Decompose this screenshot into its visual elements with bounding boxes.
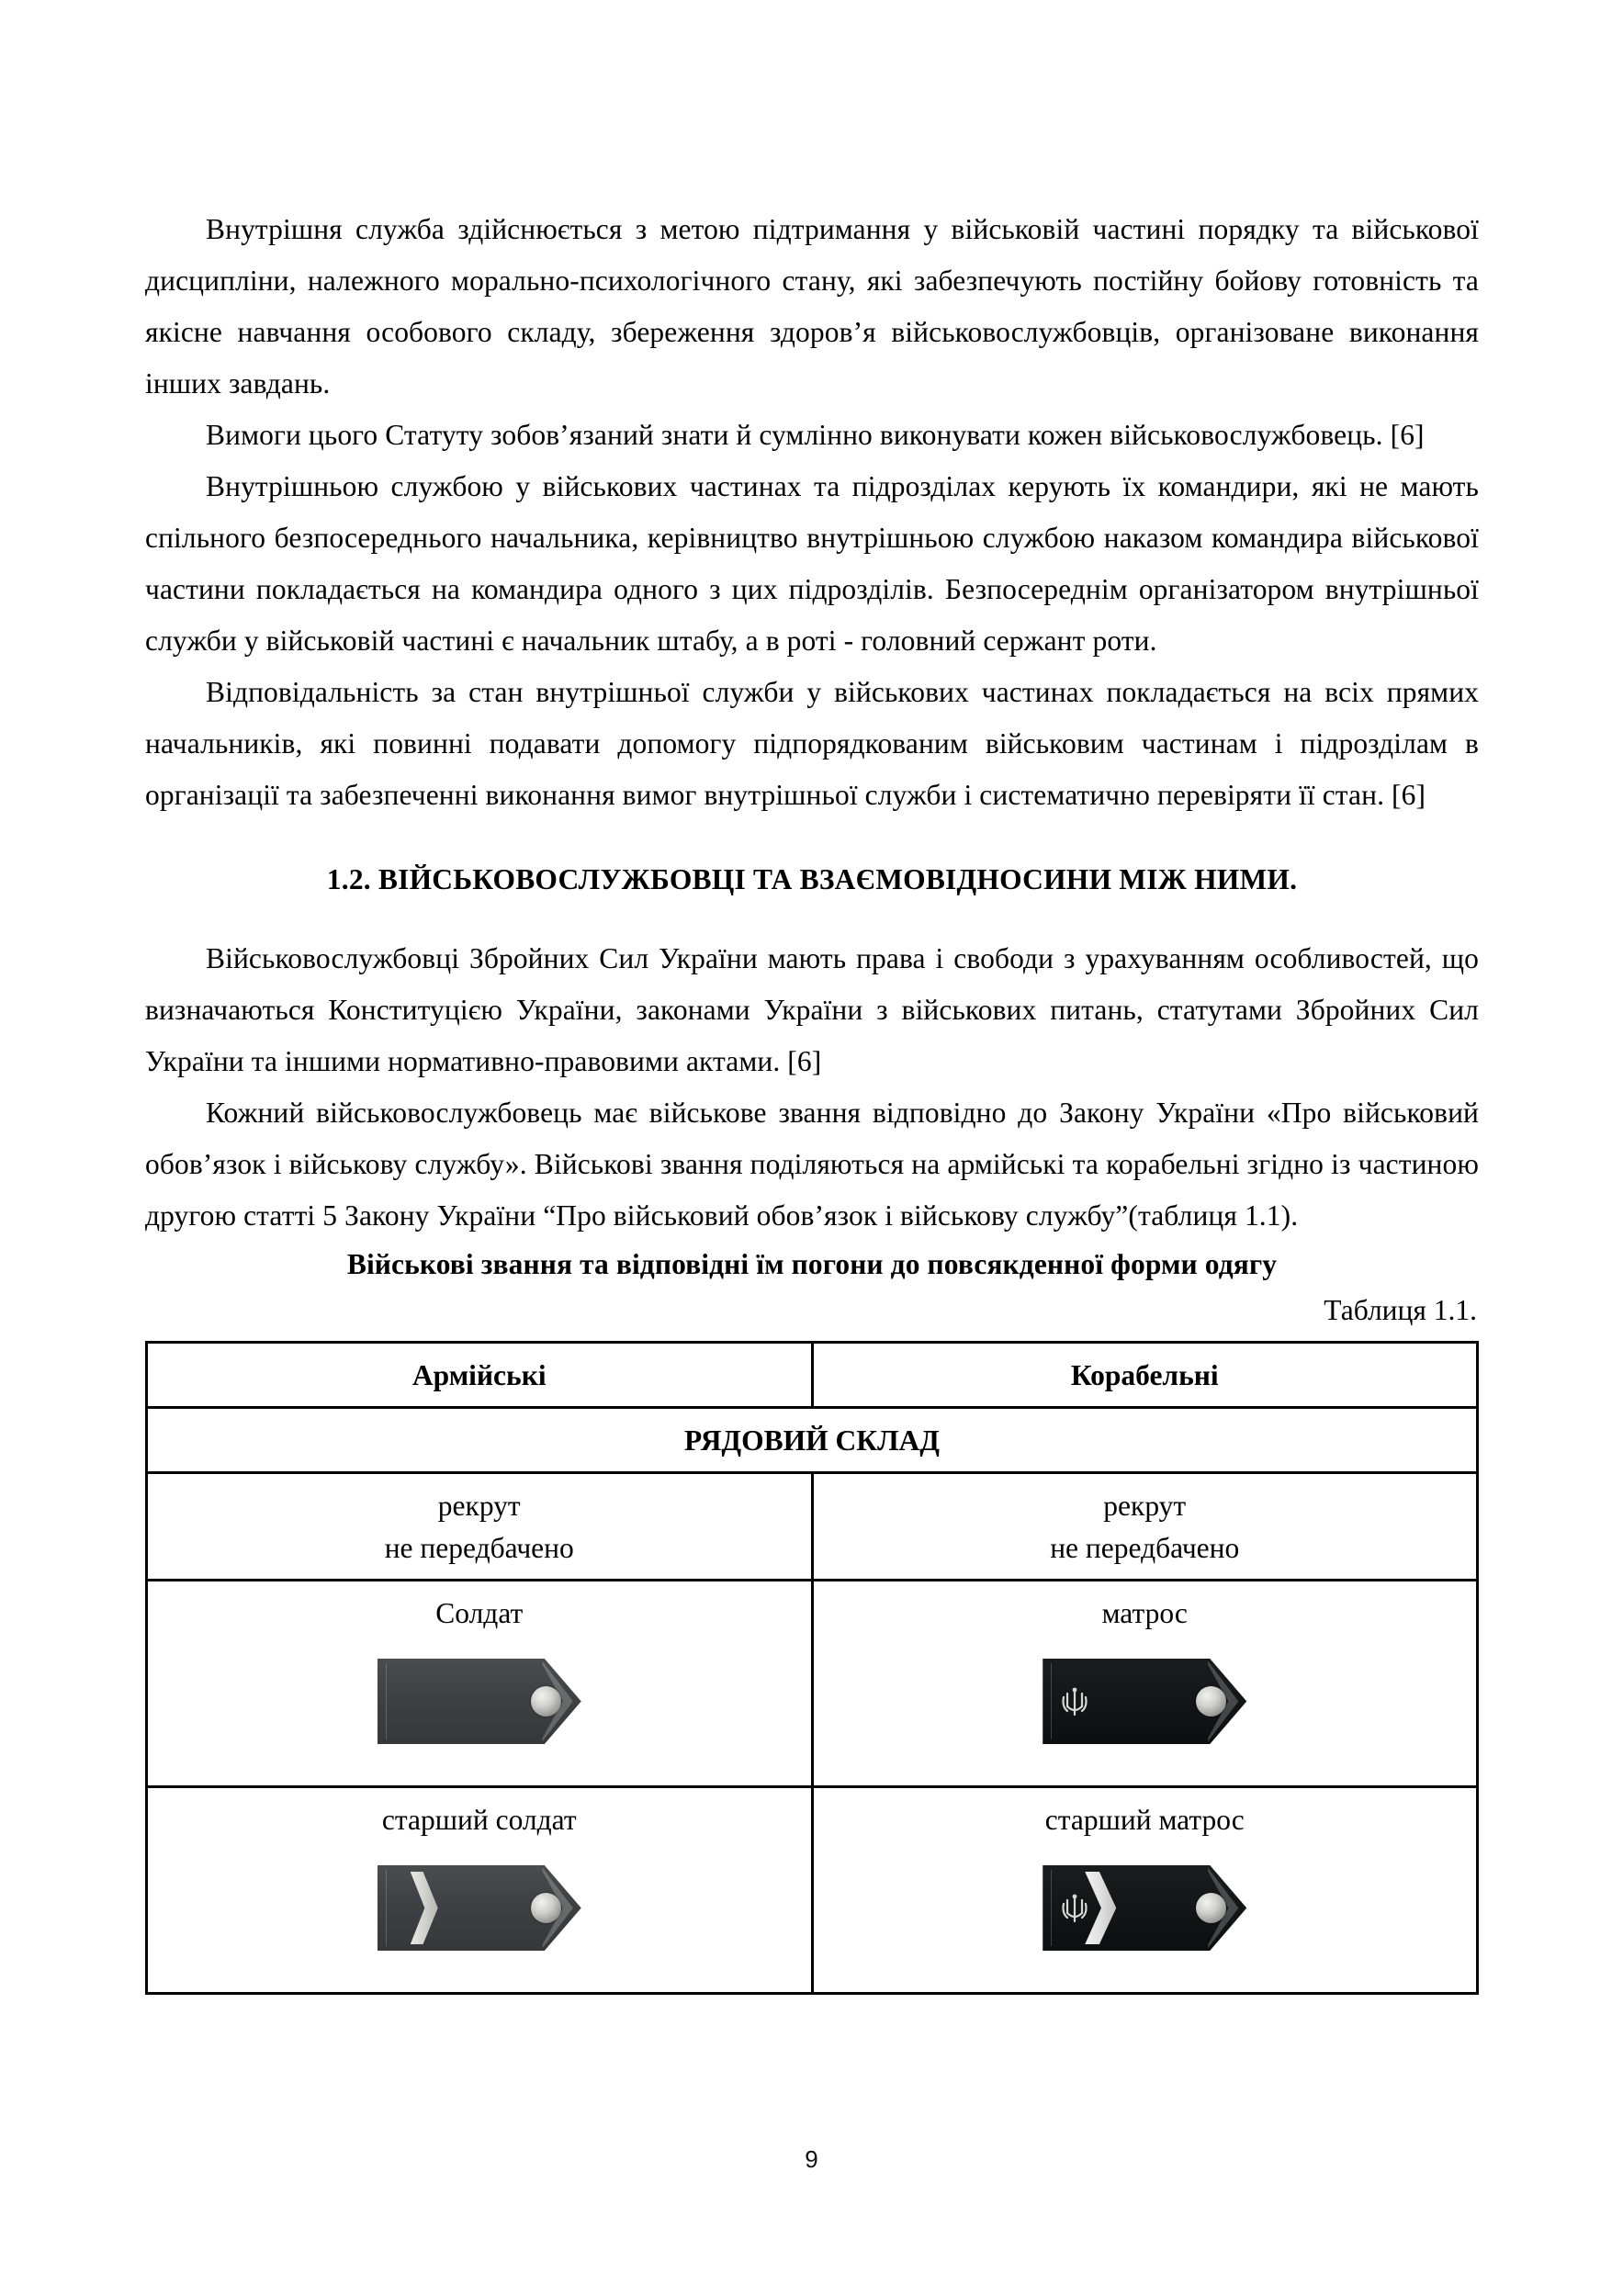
rank-label: рекрут <box>1103 1490 1187 1522</box>
rank-label: Солдат <box>435 1597 524 1629</box>
epaulette-plain-gray-icon <box>153 1659 806 1744</box>
group-header-enlisted: РЯДОВИЙ СКЛАД <box>147 1408 1478 1473</box>
epaulette-black-trident-chevron-icon <box>819 1865 1471 1951</box>
rank-label: рекрут <box>437 1490 521 1522</box>
rank-note: не передбачено <box>1050 1532 1240 1564</box>
paragraph-2: Вимоги цього Статуту зобов’язаний знати й сумлінно виконувати кожен військовослужбовець. [6] <box>206 419 1425 451</box>
table-caption: Військові звання та відповідні їм погони до повсякденної форми одягу <box>346 1248 1278 1280</box>
column-header-navy: Корабельні <box>812 1343 1478 1408</box>
paragraph-6: Кожний військовослужбовець має військове звання відповідно до Закону України «Про військовий обов’язок і військову службу». Військові звання поділяються на армійські та корабельні згідно із частиною другою статті 5 Закону України “Про військовий обов’язок і військову службу”(таблиця 1.1). <box>145 1097 1479 1232</box>
paragraph-1: Внутрішня служба здійснюється з метою підтримання у військовій частині порядку та військової дисципліни, належного морально-психологічного стану, які забезпечують постійну бойову готовність та якісне навчання особового складу, збереження здоров’я військовослужбовців, організоване виконання інших завдань. <box>145 213 1479 400</box>
table-row <box>147 1581 1478 1787</box>
page-content <box>145 204 1479 1995</box>
cell-army-senior-soldier <box>147 1787 813 1994</box>
rank-label: старший солдат <box>381 1804 577 1836</box>
military-ranks-table <box>145 1341 1479 1995</box>
epaulette-black-trident-icon <box>819 1659 1471 1744</box>
cell-navy-recruit <box>812 1473 1478 1581</box>
paragraph-5: Військовослужбовці Збройних Сил України мають права і свободи з урахуванням особливостей, що визначаються Конституцією України, законами України з військових питань, статутами Збройних Сил України та іншими нормативно-правовими актами. [6] <box>145 942 1479 1077</box>
cell-navy-senior-sailor <box>812 1787 1478 1994</box>
page-number: 9 <box>805 2145 818 2173</box>
table-group-row <box>147 1408 1478 1473</box>
section-heading: 1.2. ВІЙСЬКОВОСЛУЖБОВЦІ ТА ВЗАЄМОВІДНОСИНИ МІЖ НИМИ. <box>326 863 1298 895</box>
trident-emblem-icon <box>1058 1891 1091 1926</box>
trident-emblem-icon <box>1058 1684 1091 1719</box>
epaulette-gray-chevron-icon <box>153 1865 806 1951</box>
paragraph-4: Відповідальність за стан внутрішньої служби у військових частинах покладається на всіх прямих начальників, які повинні подавати допомогу підпорядкованим військовим частинам і підрозділам в організації та забезпеченні виконання вимог внутрішньої служби і систематично перевіряти її стан. [6] <box>145 676 1479 811</box>
rank-label: старший матрос <box>1044 1804 1245 1836</box>
cell-army-soldier <box>147 1581 813 1787</box>
rank-note: не передбачено <box>384 1532 574 1564</box>
table-row <box>147 1473 1478 1581</box>
table-header-row <box>147 1343 1478 1408</box>
table-number: Таблиця 1.1. <box>1324 1294 1477 1326</box>
rank-label: матрос <box>1101 1597 1188 1629</box>
column-header-army: Армійські <box>147 1343 813 1408</box>
paragraph-3: Внутрішньою службою у військових частинах та підрозділах керують їх командири, які не мають спільного безпосереднього начальника, керівництво внутрішньою службою наказом командира військової частини покладається на командира одного з цих підрозділів. Безпосереднім організатором внутрішньої служби у військовій частині є начальник штабу, а в роті - головний сержант роти. <box>145 470 1479 657</box>
cell-navy-sailor <box>812 1581 1478 1787</box>
cell-army-recruit <box>147 1473 813 1581</box>
table-row <box>147 1787 1478 1994</box>
